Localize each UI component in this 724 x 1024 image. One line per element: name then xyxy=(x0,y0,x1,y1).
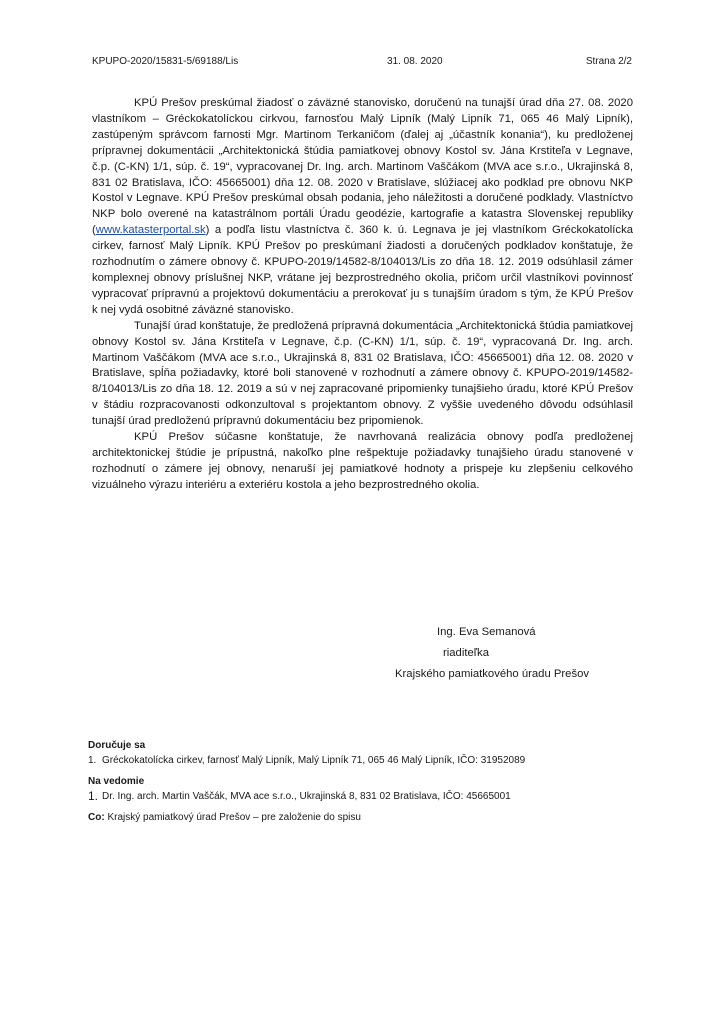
page-number: Strana 2/2 xyxy=(585,56,632,67)
signatory-role: riaditeľka xyxy=(443,647,489,659)
paragraph-1 xyxy=(92,96,633,319)
signatory-name: Ing. Eva Semanová xyxy=(437,626,536,638)
page-header xyxy=(92,56,632,70)
list-item xyxy=(88,753,648,768)
cc-text: Krajský pamiatkový úrad Prešov – pre založenie do spisu xyxy=(104,812,361,823)
list-item-number: 1. xyxy=(88,755,97,766)
signatory-office: Krajského pamiatkového úradu Prešov xyxy=(395,668,590,680)
signature-block xyxy=(395,622,675,685)
cc-label: Co: xyxy=(88,812,105,823)
list-item xyxy=(88,789,648,804)
list-item-text: Gréckokatolícka cirkev, farnosť Malý Lipník, Malý Lipník 71, 065 46 Malý Lipník, IČO: 31952089 xyxy=(102,755,526,766)
paragraph-3: KPÚ Prešov súčasne konštatuje, že navrhovaná realizácia obnovy podľa predloženej architektonickej štúdie je prípustná, nakoľko plne rešpektuje požiadavky tunajšieho úradu stanovené v rozhodnutí o zámere jej obnovy, nenaruší jej pamiatkové hodnoty a prispeje ku zlepšeniu celkového vizuálneho výrazu interiéru a exteriéru kostola a jeho bezprostredného okolia. xyxy=(92,431,633,491)
list-item-number: 1. xyxy=(88,789,99,803)
document-reference: KPUPO-2020/15831-5/69188/Lis xyxy=(92,56,239,67)
document-date: 31. 08. 2020 xyxy=(387,56,443,67)
katasterportal-link[interactable]: www.katasterportal.sk xyxy=(95,224,206,237)
delivered-heading: Doručuje sa xyxy=(88,740,146,751)
notice-heading: Na vedomie xyxy=(88,776,145,787)
paragraph-2: Tunajší úrad konštatuje, že predložená prípravná dokumentácia „Architektonická štúdia pamiatkovej obnovy Kostol sv. Jána Krstiteľa v Legnave, č.p. (C-KN) 1/1, súp. č. 19“, vypracovaná Dr. Ing. arch. Martinom Vaščákom (MVA ace s.r.o., Ukrajinská 8, 831 02 Bratislava, IČO: 45665001) dňa 12. 08. 2020 v Bratislave, spĺňa požiadavky, ktoré boli stanovené v rozhodnutí a zámere obnovy č. KPUPO-2019/14582-8/104013/Lis zo dňa 18. 12. 2019 a sú v nej zapracované pripomienky tunajšieho úradu, ktoré KPÚ Prešov v štádiu rozpracovanosti odkonzultoval s projektantom obnovy. Z vyššie uvedeného dôvodu odsúhlasil tunajší úrad predloženú prípravnú dokumentáciu bez pripomienok. xyxy=(92,319,633,428)
paragraph-1-part-a: KPÚ Prešov preskúmal žiadosť o záväzné stanovisko, doručenú na tunajší úrad dňa 27. 08. 2020 vlastníkom – Gréckokatolíckou cirkvou, farnosťou Malý Lipník (Malý Lipník 71, 065 46 Malý Lipník), zastúpeným správcom farnosti Mgr. Martinom Terkaničom (ďalej aj „účastník konania“), ku predloženej prípravnej dokumentácii „Architektonická štúdia pamiatkovej obnovy Kostol sv. Jána Krstiteľa v Legnave, č.p. (C-KN) 1/1, súp. č. 19“, vypracovanej Dr. Ing. arch. Martinom Vaščákom (MVA ace s.r.o., Ukrajinská 8, 831 02 Bratislava, IČO: 45665001) dňa 12. 08. 2020 v Bratislave, slúžiacej ako podklad pre obnovu NKP Kostol v Legnave. KPÚ Prešov preskúmal obsah podania, jeho náležitosti a doručené podklady. Vlastníctvo NKP bolo overené na katastrálnom portáli Úradu geodézie, kartografie a katastra Slovenskej republiky ( xyxy=(92,97,633,237)
list-item-text: Dr. Ing. arch. Martin Vaščák, MVA ace s.r.o., Ukrajinská 8, 831 02 Bratislava, IČO: 45665001 xyxy=(102,791,511,802)
distribution-list xyxy=(88,738,648,825)
cc-line xyxy=(88,810,648,825)
paragraph-1-part-b: ) a podľa listu vlastníctva č. 360 k. ú. Legnava je jej vlastníkom Gréckokatolícka cirkev, farnosť Malý Lipník. KPÚ Prešov po preskúmaní žiadosti a doručených podkladov konštatuje, že rozhodnutím o zámere obnovy č. KPUPO-2019/14582-8/104013/Lis zo dňa 18. 12. 2019 odsúhlasil zámer komplexnej obnovy príslušnej NKP, vrátane jej bezprostredného okolia, pričom určil vlastníkovi povinnosť vypracovať prípravnú a projektovú dokumentáciu a prerokovať ju s tunajším úradom s tým, že KPÚ Prešov k nej vydá osobitné záväzné stanovisko. xyxy=(92,224,633,316)
document-body xyxy=(92,96,633,494)
